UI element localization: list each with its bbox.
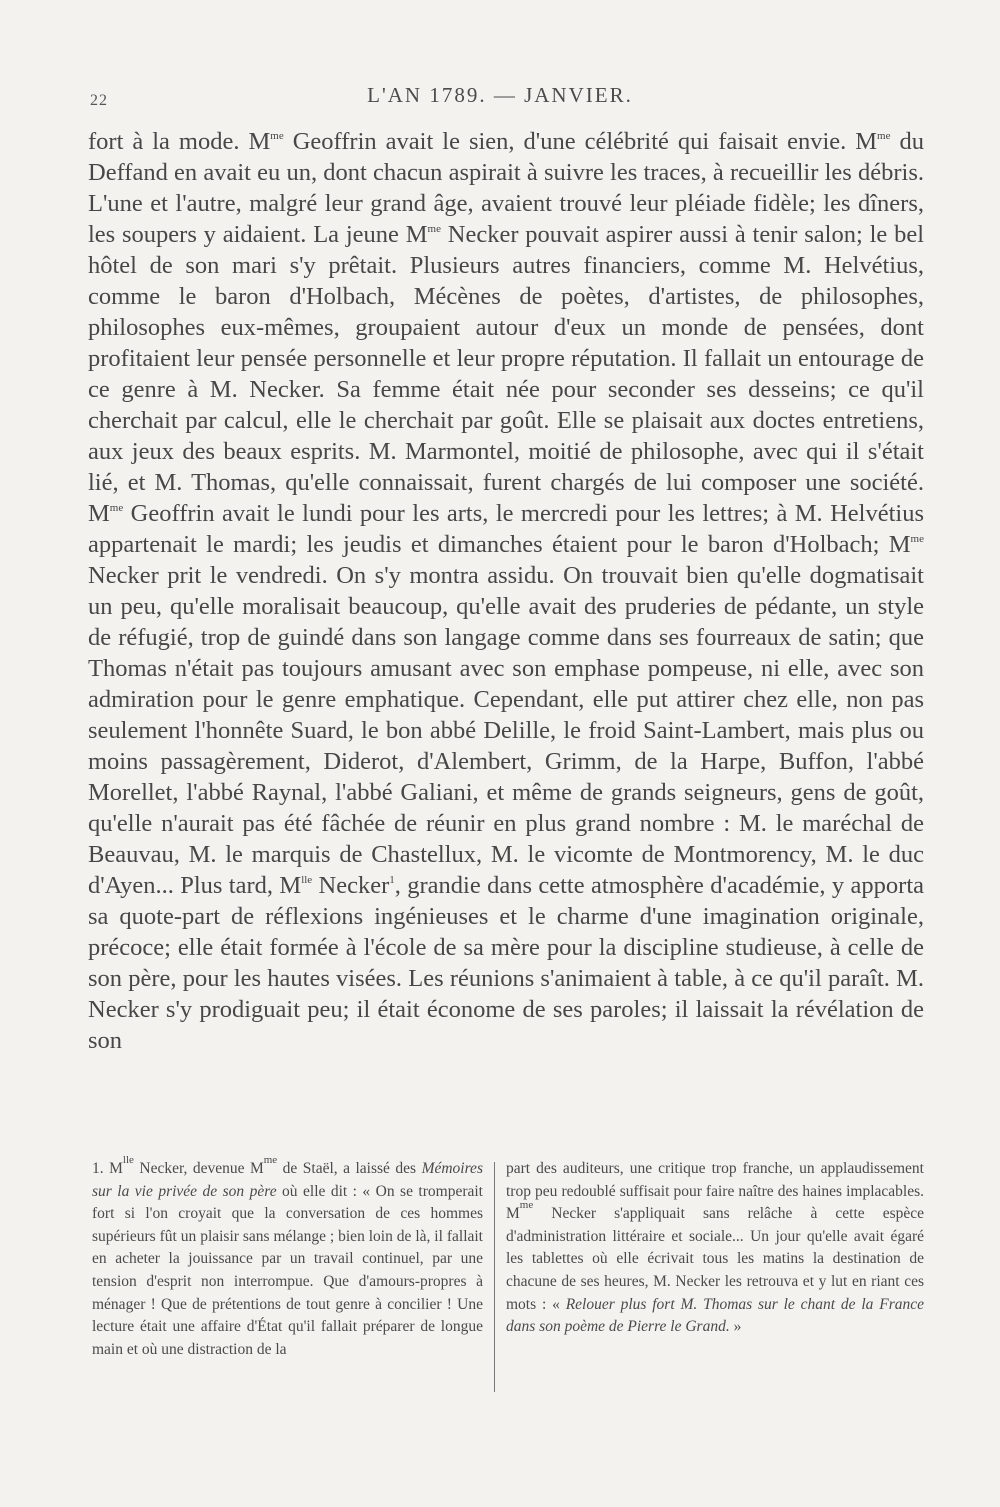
footnote-paragraph <box>506 1158 924 1339</box>
text-run: du Deffand en avait eu un, dont chacun aspirait à suivre les traces, à recueillir les débris. L'une et l'autre, malgré leur grand âge, avaient trouvé leur pléiade fidèle; les dîners, les soupers y aidaient. La jeune M <box>88 128 925 248</box>
text-run: » <box>729 1318 742 1336</box>
text-run: Geoffrin avait le lundi pour les arts, le mercredi pour les lettres; à M. Helvétius appartenait le mardi; les jeudis et dimanches étaient pour le baron d'Holbach; M <box>88 500 924 558</box>
text-run: Necker <box>312 872 390 899</box>
text-run: Necker prit le vendredi. On s'y montra assidu. On trouvait bien qu'elle dogmatisait un peu, qu'elle moralisait beaucoup, qu'elle avait des pruderies de pédante, un style de réfugié, trop de guindé dans son langage comme dans ses fourreaux de satin; que Thomas n'était pas toujours amusant avec son emphase pompeuse, ni elle, avec son admiration pour le genre emphatique. Cependant, elle put attirer chez elle, non pas seulement l'honnête Suard, le bon abbé Delille, le froid Saint-Lambert, mais plus ou moins passagèrement, Diderot, d'Alembert, Grimm, de la Harpe, Buffon, l'abbé Morellet, l'abbé Raynal, l'abbé Galiani, et même de grands seigneurs, gens de goût, qu'elle n'aurait pas été fâchée de réunir en plus grand nombre : M. le maréchal de Beauvau, M. le marquis de Chastellux, M. le vicomte de Montmorency, M. le duc d'Ayen... Plus tard, M <box>88 562 924 899</box>
main-text <box>88 126 924 1056</box>
superscript: lle <box>301 874 313 886</box>
footnote-column-right <box>506 1158 924 1339</box>
text-run: , grandie dans cette atmosphère d'académie, y apporta sa quote-part de réflexions ingénieuses et le charme d'une imagination originale, précoce; elle était formée à l'école de sa mère pour la discipline studieuse, à celle de son père, pour les hautes visées. Les réunions s'animaient à table, à ce qu'il paraît. M. Necker s'y prodiguait peu; il était économe de ses paroles; il laissait la révélation de son <box>88 872 924 1054</box>
superscript: me <box>427 223 441 235</box>
superscript: me <box>263 1154 278 1166</box>
book-title: Mémoires sur la vie privée de son père <box>92 1160 483 1200</box>
text-run: Necker, devenue M <box>133 1160 264 1177</box>
running-head: L'AN 1789. — JANVIER. <box>367 83 633 107</box>
text-run: Necker s'appliquait sans relâche à cette espèce d'administration littéraire et sociale... Un jour qu'elle avait égaré les tablettes où elle écrivait tous les matins la destination de chacune de ses heures, M. Necker les retrouva et y lut en riant ces mots : « <box>506 1205 924 1313</box>
quoted-note: Relouer plus fort M. Thomas sur le chant de la France dans son poème de Pierre le Grand. <box>506 1295 924 1336</box>
text-run: 1. M <box>92 1160 123 1177</box>
superscript: lle <box>122 1154 134 1166</box>
superscript: me <box>270 130 284 142</box>
text-run: fort à la mode. M <box>88 128 271 155</box>
footnote-paragraph <box>78 1154 483 1361</box>
column-divider <box>494 1162 495 1392</box>
text-run: Necker pouvait aspirer aussi à tenir salon; le bel hôtel de son mari s'y prêtait. Plusieurs autres financiers, comme M. Helvétius, comme le baron d'Holbach, Mécènes de poètes, d'artistes, de philosophes, philosophes eux-mêmes, groupaient autour d'eux un monde de pensées, dont profitaient leur pensée personnelle et leur propre réputation. Il fallait un entourage de ce genre à M. Necker. Sa femme était née pour seconder ses desseins; ce qu'il cherchait par calcul, elle le cherchait par goût. Elle se plaisait aux doctes entretiens, aux jeux des beaux esprits. M. Marmontel, moitié de philosophe, avec qui il s'était lié, et M. Thomas, qu'elle connaissait, furent chargés de lui composer une société. M <box>88 221 925 527</box>
text-run: Geoffrin avait le sien, d'une célébrité qui faisait envie. M <box>283 128 878 155</box>
superscript: me <box>910 533 924 545</box>
footnote-reference: 1 <box>389 874 395 886</box>
superscript: me <box>109 502 124 514</box>
body-paragraph <box>88 126 924 1056</box>
text-run: où elle dit : « On se tromperait fort si l'on croyait que la conversation de ces hommes supérieurs fût un plaisir sans mélange ; bien loin de là, il fallait en acheter la jouissance par un travail continuel, par une tension d'esprit non interrompue. Que d'amours-propres à ménager ! Que de prétentions de tout genre à concilier ! Une lecture était une affaire d'État qu'il fallait préparer de longue main et où une distraction de la <box>92 1182 483 1358</box>
superscript: me <box>519 1199 534 1212</box>
text-run: de Staël, a laissé des <box>277 1160 422 1177</box>
page-number: 22 <box>90 92 108 109</box>
footnote-column-left <box>78 1154 483 1361</box>
superscript: me <box>877 130 891 142</box>
text-run: part des auditeurs, une critique trop franche, un applaudissement trop peu redoublé suffisait pour faire naître des haines implacables. M <box>506 1160 924 1223</box>
